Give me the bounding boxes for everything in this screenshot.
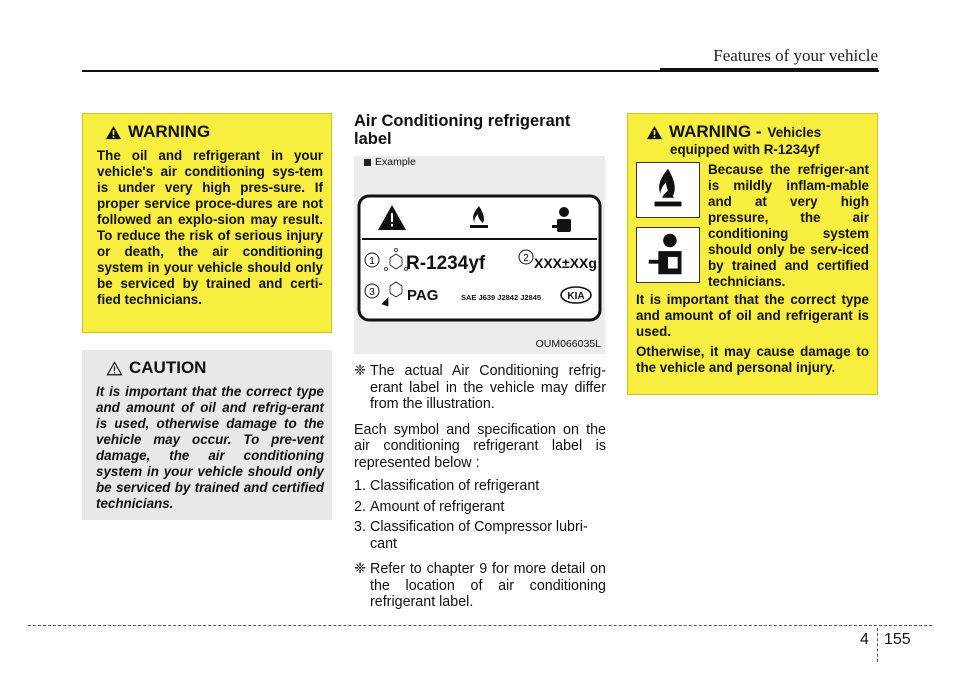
warning-text: The oil and refrigerant in your vehicle's air conditioning sys-tem is under very high pres-sure. If proper service proce-dures are not followed an explo-sion may result. To reduce the risk of serious injury or death, the air conditioning system in your vehicle should only be serviced by trained and certi-fied technicians.: [97, 148, 323, 307]
warning-header: [636, 122, 869, 142]
technician-icon: [636, 227, 700, 283]
warning-header: [97, 122, 323, 142]
label-mark-1-icon: [365, 253, 379, 267]
note-mark: ❈: [354, 561, 366, 577]
list-item: [354, 499, 606, 516]
label-refrigerant-type: R-1234yf: [406, 253, 486, 274]
note-text: Refer to chapter 9 for more detail on the location of air conditioning refrigerant label.: [370, 561, 606, 610]
warning-triangle-icon: [105, 125, 122, 140]
note-label-location: [354, 561, 606, 611]
bullet-square-icon: [364, 159, 371, 166]
warning-title: WARNING: [128, 122, 211, 141]
warning-icon-grid: [636, 162, 869, 292]
label-mark-3: 3: [369, 287, 375, 298]
section-heading: Air Conditioning refrigerant label: [354, 112, 571, 148]
list-item: [354, 519, 606, 552]
label-mark-1: 1: [369, 256, 375, 267]
label-mark-2: 2: [523, 253, 529, 264]
list-item-text: Amount of refrigerant: [370, 498, 505, 515]
note-label-variation: [354, 363, 606, 413]
footer-divider: [877, 628, 878, 662]
warning-side-text: Because the refriger-ant is mildly inflam-mable and at very high pressure, the air conditioning system should only be serv-iced by trained and certified technicians.: [708, 162, 869, 289]
header-rule-accent: [660, 68, 878, 72]
label-refrigerant-amount: XXX±XXg: [534, 255, 597, 271]
caution-triangle-icon: [106, 361, 123, 376]
note-text: The actual Air Conditioning refrig-erant label in the vehicle may differ from the illustration.: [370, 363, 606, 412]
refrigerant-label-figure: [354, 156, 605, 354]
page-number: 155: [884, 631, 911, 648]
list-item: [354, 478, 606, 495]
flammable-icon: [636, 162, 700, 218]
refrigerant-label-illustration: [354, 192, 605, 332]
label-mark-2-icon: [519, 250, 533, 264]
list-item-number: 3.: [354, 519, 366, 535]
spec-list: [354, 478, 606, 552]
list-item-text: Classification of Compressor lubri-cant: [370, 519, 588, 552]
intro-paragraph: Each symbol and specification on the air conditioning refrigerant label is represented below :: [354, 421, 606, 471]
caution-box: [82, 350, 332, 520]
warning-box-r1234yf: [627, 113, 878, 395]
section-body: [354, 363, 606, 611]
caution-title: CAUTION: [129, 358, 207, 377]
list-item-text: Classification of refrigerant: [370, 478, 540, 494]
warning-title-suffix: Vehicles: [767, 124, 822, 140]
warning-subtitle: equipped with R-1234yf: [670, 142, 820, 157]
caution-header: [96, 358, 324, 378]
list-item-number: 1.: [354, 478, 366, 494]
section-number: 4: [860, 631, 869, 648]
list-item-number: 2.: [354, 498, 366, 515]
footer-rule: [28, 625, 932, 626]
warning-box: [82, 113, 332, 333]
warning-icons: [636, 162, 708, 292]
figure-code: OUM066035L: [535, 338, 601, 350]
figure-example-label: Example: [375, 156, 416, 168]
page-header-title: Features of your vehicle: [713, 46, 878, 65]
label-standards: SAE J639 J2842 J2845: [461, 293, 542, 302]
warning-title: WARNING -: [669, 122, 762, 141]
figure-example-caption: [364, 156, 416, 168]
label-brand: KIA: [567, 291, 585, 302]
warning-text-2: Otherwise, it may cause damage to the vehicle and personal injury.: [636, 344, 869, 375]
warning-text-1: It is important that the correct type and amount of oil and refrigerant is used.: [636, 292, 869, 339]
note-mark: ❈: [354, 363, 366, 379]
label-mark-3-icon: [365, 284, 379, 298]
caution-text: It is important that the correct type and amount of oil and refrig-erant is used, otherwise damage to the vehicle may occur. To pre-vent damage, the air conditioning system in your vehicle should only be serviced by trained and certified technicians.: [96, 384, 324, 511]
warning-triangle-icon: [646, 125, 663, 140]
label-oil-type: PAG: [407, 287, 439, 304]
